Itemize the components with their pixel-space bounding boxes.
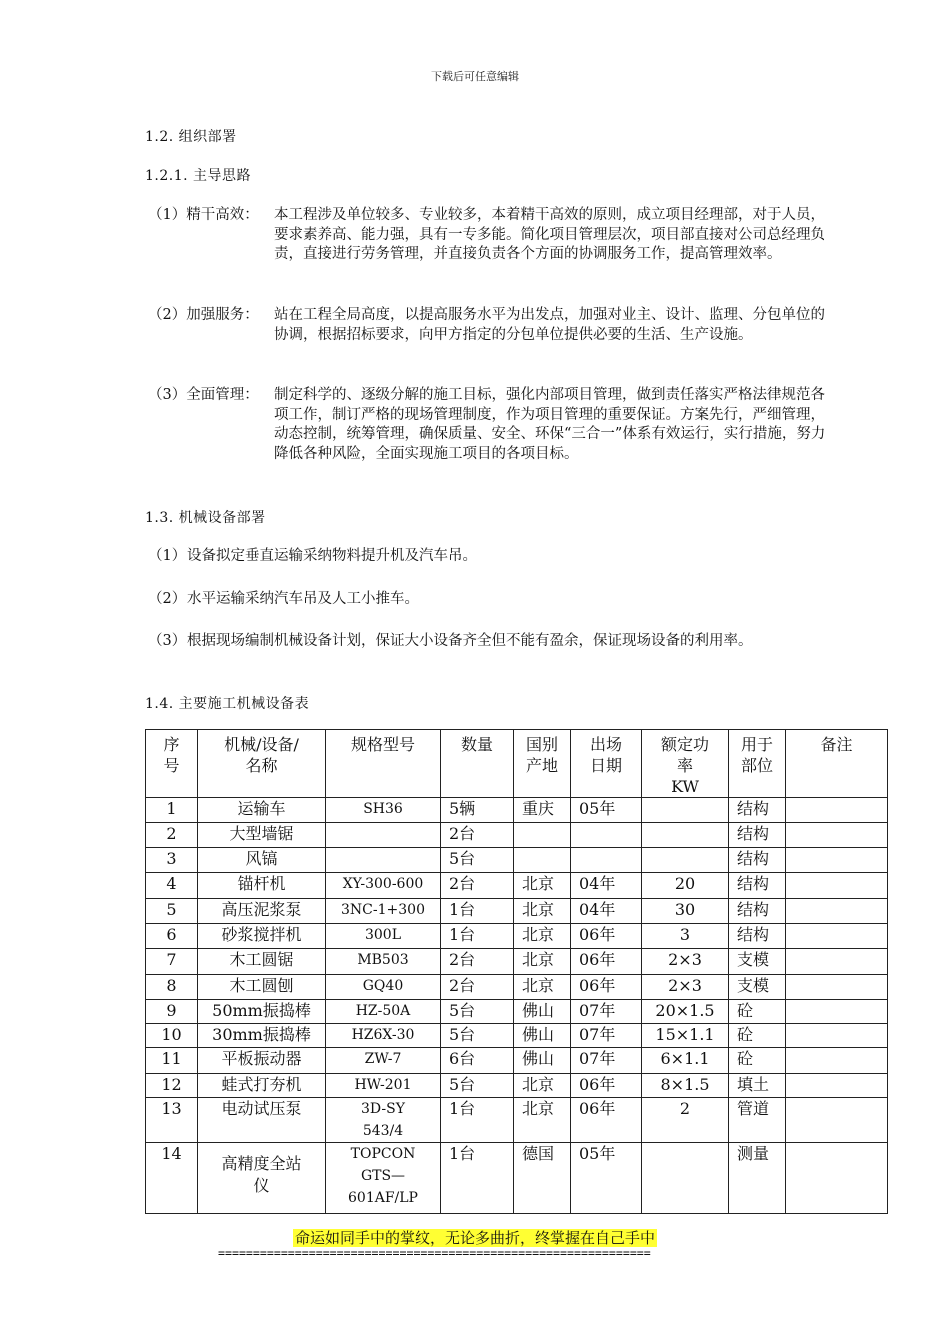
table-row (146, 1098, 888, 1143)
cell-origin (514, 823, 571, 848)
cell-date (571, 848, 642, 873)
cell-usage: 结构 (729, 899, 786, 924)
header-cell: 数量 (441, 730, 514, 798)
cell-spec: HZ6X-30 (326, 1024, 441, 1048)
principle-label: （2）加强服务： (148, 307, 259, 323)
cell-usage: 结构 (729, 798, 786, 823)
cell-remark (786, 1000, 888, 1024)
equipment-point-2 (148, 590, 828, 610)
cell-remark (786, 899, 888, 924)
cell-date: 06年 (571, 924, 642, 949)
point-number: （3） (148, 633, 187, 649)
cell-remark (786, 975, 888, 1000)
cell-index: 1 (146, 798, 198, 823)
cell-name: 风镐 (198, 848, 326, 873)
cell-power (642, 848, 729, 873)
table-row (146, 975, 888, 1000)
header-cell: 备注 (786, 730, 888, 798)
cell-origin (514, 848, 571, 873)
cell-quantity: 2台 (441, 949, 514, 975)
cell-power: 20×1.5 (642, 1000, 729, 1024)
cell-quantity: 2台 (441, 823, 514, 848)
footer-rule: ============================================================== (218, 1246, 651, 1260)
cell-power: 2 (642, 1098, 729, 1143)
cell-usage: 砼 (729, 1000, 786, 1024)
cell-remark (786, 798, 888, 823)
table-header-row (146, 730, 888, 798)
cell-origin: 北京 (514, 1098, 571, 1143)
cell-index: 11 (146, 1048, 198, 1074)
cell-power: 3 (642, 924, 729, 949)
cell-date: 07年 (571, 1000, 642, 1024)
header-cell: 机械/设备/ 名称 (198, 730, 326, 798)
cell-origin: 北京 (514, 924, 571, 949)
cell-spec: HZ-50A (326, 1000, 441, 1024)
cell-name: 电动试压泵 (198, 1098, 326, 1143)
cell-name: 高精度全站 仪 (198, 1143, 326, 1214)
cell-date: 04年 (571, 899, 642, 924)
cell-index: 14 (146, 1143, 198, 1214)
cell-origin: 佛山 (514, 1000, 571, 1024)
cell-spec: 3NC-1+300 (326, 899, 441, 924)
cell-index: 3 (146, 848, 198, 873)
cell-name: 砂浆搅拌机 (198, 924, 326, 949)
cell-index: 2 (146, 823, 198, 848)
principle-2 (148, 306, 828, 345)
section-1-4-heading: 1.4. 主要施工机械设备表 (145, 696, 310, 712)
footer-motto-line (0, 1227, 950, 1248)
header-cell: 额定功 率 KW (642, 730, 729, 798)
cell-power: 8×1.5 (642, 1074, 729, 1098)
header-cell: 国别 产地 (514, 730, 571, 798)
cell-quantity: 1台 (441, 899, 514, 924)
cell-remark (786, 1024, 888, 1048)
cell-power: 15×1.1 (642, 1024, 729, 1048)
point-number: （1） (148, 548, 187, 564)
cell-index: 8 (146, 975, 198, 1000)
cell-quantity: 6台 (441, 1048, 514, 1074)
principle-text: 站在工程全局高度，以提高服务水平为出发点，加强对业主、设计、监理、分包单位的协调，根据招标要求，向甲方指定的分包单位提供必要的生活、生产设施。 (274, 307, 825, 343)
table-row (146, 873, 888, 899)
equipment-point-3 (148, 632, 828, 652)
cell-origin: 佛山 (514, 1048, 571, 1074)
page-header: 下载后可任意编辑 (431, 70, 519, 83)
header-cell: 序 号 (146, 730, 198, 798)
cell-index: 12 (146, 1074, 198, 1098)
cell-spec: SH36 (326, 798, 441, 823)
table-row (146, 848, 888, 873)
cell-origin: 重庆 (514, 798, 571, 823)
cell-remark (786, 823, 888, 848)
cell-date: 05年 (571, 798, 642, 823)
cell-spec: GQ40 (326, 975, 441, 1000)
cell-usage: 砼 (729, 1048, 786, 1074)
cell-origin: 北京 (514, 975, 571, 1000)
cell-origin: 北京 (514, 873, 571, 899)
cell-quantity: 5台 (441, 1024, 514, 1048)
cell-power (642, 1143, 729, 1214)
cell-usage: 结构 (729, 823, 786, 848)
cell-index: 13 (146, 1098, 198, 1143)
table-row (146, 949, 888, 975)
cell-spec: 300L (326, 924, 441, 949)
cell-name: 锚杆机 (198, 873, 326, 899)
cell-remark (786, 873, 888, 899)
principle-text: 本工程涉及单位较多、专业较多，本着精干高效的原则，成立项目经理部，对于人员，要求素养高、能力强，具有一专多能。简化项目管理层次，项目部直接对公司总经理负责，直接进行劳务管理，并直接负责各个方面的协调服务工作，提高管理效率。 (274, 207, 825, 262)
table-row (146, 1074, 888, 1098)
equipment-point-1 (148, 547, 828, 567)
cell-quantity: 1台 (441, 1143, 514, 1214)
cell-usage: 支模 (729, 975, 786, 1000)
cell-spec: TOPCON GTS— 601AF/LP (326, 1143, 441, 1214)
cell-power: 30 (642, 899, 729, 924)
cell-name: 木工圆锯 (198, 949, 326, 975)
table-row (146, 899, 888, 924)
cell-name: 平板振动器 (198, 1048, 326, 1074)
header-cell: 用于 部位 (729, 730, 786, 798)
cell-quantity: 2台 (441, 975, 514, 1000)
cell-name: 蛙式打夯机 (198, 1074, 326, 1098)
table-row (146, 798, 888, 823)
cell-remark (786, 848, 888, 873)
cell-name: 30mm振捣棒 (198, 1024, 326, 1048)
cell-index: 10 (146, 1024, 198, 1048)
equipment-table (145, 729, 888, 1214)
cell-date: 06年 (571, 1098, 642, 1143)
cell-remark (786, 949, 888, 975)
cell-quantity: 5台 (441, 848, 514, 873)
table-row (146, 823, 888, 848)
point-text: 设备拟定垂直运输采纳物料提升机及汽车吊。 (187, 548, 477, 564)
cell-origin: 北京 (514, 949, 571, 975)
cell-date: 07年 (571, 1048, 642, 1074)
cell-index: 6 (146, 924, 198, 949)
cell-quantity: 5台 (441, 1000, 514, 1024)
cell-remark (786, 1143, 888, 1214)
cell-index: 7 (146, 949, 198, 975)
cell-usage: 结构 (729, 848, 786, 873)
cell-usage: 结构 (729, 873, 786, 899)
cell-spec: HW-201 (326, 1074, 441, 1098)
cell-spec: XY-300-600 (326, 873, 441, 899)
cell-quantity: 1台 (441, 1098, 514, 1143)
cell-index: 4 (146, 873, 198, 899)
point-number: （2） (148, 591, 187, 607)
cell-usage: 测量 (729, 1143, 786, 1214)
cell-remark (786, 1074, 888, 1098)
cell-usage: 结构 (729, 924, 786, 949)
cell-quantity: 2台 (441, 873, 514, 899)
cell-origin: 北京 (514, 1074, 571, 1098)
cell-name: 高压泥浆泵 (198, 899, 326, 924)
point-text: 水平运输采纳汽车吊及人工小推车。 (187, 591, 419, 607)
cell-index: 5 (146, 899, 198, 924)
cell-power: 2×3 (642, 949, 729, 975)
footer-motto: 命运如同手中的掌纹，无论多曲折，终掌握在自己手中 (294, 1229, 655, 1247)
principle-label: （1）精干高效： (148, 207, 259, 223)
cell-quantity: 5台 (441, 1074, 514, 1098)
cell-spec: 3D-SY 543/4 (326, 1098, 441, 1143)
cell-usage: 砼 (729, 1024, 786, 1048)
principle-1 (148, 206, 828, 265)
cell-origin: 德国 (514, 1143, 571, 1214)
table-row (146, 924, 888, 949)
cell-origin: 佛山 (514, 1024, 571, 1048)
principle-label: （3）全面管理： (148, 387, 259, 403)
cell-origin: 北京 (514, 899, 571, 924)
cell-spec: MB503 (326, 949, 441, 975)
cell-remark (786, 1048, 888, 1074)
cell-name: 运输车 (198, 798, 326, 823)
section-1-3-heading: 1.3. 机械设备部署 (145, 510, 266, 526)
cell-usage: 支模 (729, 949, 786, 975)
cell-date: 04年 (571, 873, 642, 899)
cell-usage: 管道 (729, 1098, 786, 1143)
cell-power: 2×3 (642, 975, 729, 1000)
section-1-2-1-heading: 1.2.1. 主导思路 (145, 168, 252, 184)
principle-text: 制定科学的、逐级分解的施工目标，强化内部项目管理，做到责任落实严格法律规范各项工作，制订严格的现场管理制度，作为项目管理的重要保证。方案先行，严细管理，动态控制，统筹管理，确保质量、安全、环保“三合一”体系有效运行，实行措施，努力降低各种风险，全面实现施工项目的各项目标。 (274, 387, 826, 462)
cell-remark (786, 1098, 888, 1143)
header-cell: 规格型号 (326, 730, 441, 798)
cell-name: 50mm振捣棒 (198, 1000, 326, 1024)
cell-spec (326, 823, 441, 848)
cell-date (571, 823, 642, 848)
cell-date: 06年 (571, 949, 642, 975)
table-row (146, 1000, 888, 1024)
cell-name: 大型墙锯 (198, 823, 326, 848)
cell-power: 20 (642, 873, 729, 899)
cell-date: 07年 (571, 1024, 642, 1048)
header-cell: 出场 日期 (571, 730, 642, 798)
cell-quantity: 5辆 (441, 798, 514, 823)
cell-power: 6×1.1 (642, 1048, 729, 1074)
table-row (146, 1048, 888, 1074)
cell-power (642, 798, 729, 823)
cell-quantity: 1台 (441, 924, 514, 949)
cell-name: 木工圆刨 (198, 975, 326, 1000)
cell-spec (326, 848, 441, 873)
table-row (146, 1024, 888, 1048)
principle-3 (148, 386, 828, 464)
cell-remark (786, 924, 888, 949)
cell-date: 06年 (571, 975, 642, 1000)
cell-index: 9 (146, 1000, 198, 1024)
cell-usage: 填土 (729, 1074, 786, 1098)
cell-power (642, 823, 729, 848)
cell-spec: ZW-7 (326, 1048, 441, 1074)
table-row (146, 1143, 888, 1214)
point-text: 根据现场编制机械设备计划，保证大小设备齐全但不能有盈余，保证现场设备的利用率。 (187, 633, 753, 649)
cell-date: 05年 (571, 1143, 642, 1214)
section-1-2-heading: 1.2. 组织部署 (145, 129, 237, 145)
cell-date: 06年 (571, 1074, 642, 1098)
